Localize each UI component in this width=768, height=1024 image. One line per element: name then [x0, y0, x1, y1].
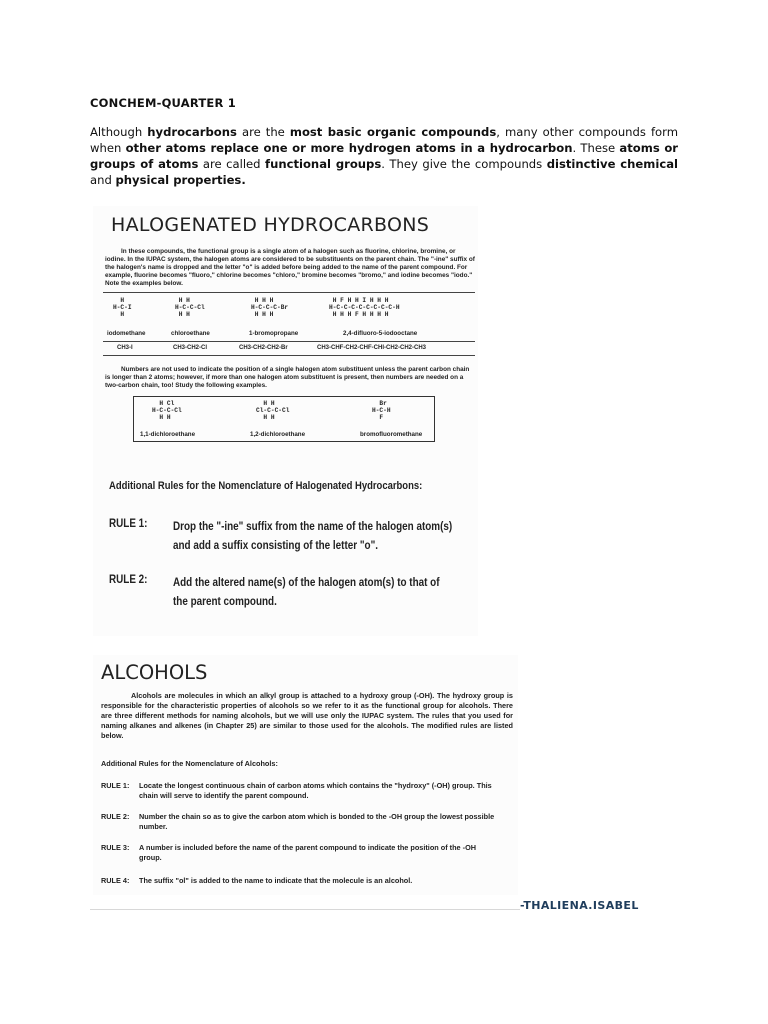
rule-label: RULE 2: — [101, 812, 130, 821]
example-structure: H H Cl-C-C-Cl H H — [256, 400, 290, 421]
rule-text: Add the altered name(s) of the halogen atom(s) to that of the parent compound. — [173, 577, 440, 608]
molecule-formula: CH3-I — [117, 345, 133, 351]
halogen-rules-heading: Additional Rules for the Nomenclature of Halogenated Hydrocarbons: — [109, 480, 423, 492]
table-divider — [103, 341, 475, 342]
intro-text-run: Although — [90, 125, 148, 139]
molecule-structure: H H H-C-C-Cl H H — [175, 297, 205, 318]
example-structure: Br H-C-H F — [372, 400, 391, 421]
alcohols-figure — [93, 655, 518, 895]
molecule-structure: H H-C-I H — [113, 297, 132, 318]
rule-text: The suffix "ol" is added to the name to indicate that the molecule is an alcohol. — [139, 876, 413, 885]
intro-bold-run: most basic organic compounds — [289, 125, 497, 139]
intro-text-run: , many other compounds form when — [90, 125, 678, 155]
numbering-note: Numbers are not used to indicate the position of a single halogen atom substituent unless the parent carbon chain is longer than 2 atoms; however, if more than one halogen atom substituent is present, then numbers are needed on a two-carbon chain, too! Study the following examples. — [105, 366, 470, 389]
alcohols-rules-heading: Additional Rules for the Nomenclature of Alcohols: — [101, 759, 278, 768]
intro-text-run: . They give the compounds — [381, 157, 547, 171]
rule-label: RULE 3: — [101, 843, 130, 852]
intro-text-run: are the — [236, 125, 290, 139]
page-title: CONCHEM-QUARTER 1 — [90, 96, 236, 110]
molecule-formula: CH3-CH2-CH2-Br — [239, 345, 288, 351]
intro-paragraph — [90, 124, 678, 188]
halogenated-hydrocarbons-figure — [93, 206, 478, 636]
rule-text: Number the chain so as to give the carbon atom which is bonded to the -OH group the lowest possible number. — [139, 812, 495, 831]
rule-label: RULE 1: — [109, 518, 148, 530]
intro-bold-run: functional groups — [265, 157, 382, 171]
author-signature: -THALIENA.ISABEL — [520, 899, 639, 912]
example-name: bromofluoromethane — [360, 431, 423, 438]
example-structure: H Cl H-C-C-Cl H H — [152, 400, 182, 421]
examples-box — [133, 396, 435, 442]
halogen-description: In these compounds, the functional group is a single atom of a halogen such as fluorine, chlorine, bromine, or iodine. In the IUPAC system, the halogen atoms are considered to be substituents on the parent chain. The "-ine" suffix of the halogen's name is dropped and the letter "o" is added before being added to the name of the parent compound. For example, fluorine becomes "fluoro," chlorine becomes "chloro," bromine becomes "bromo," and iodine becomes "iodo." Note the examples below. — [105, 248, 475, 287]
molecule-structure: H H H H-C-C-C-Br H H H — [251, 297, 289, 318]
rule-text: A number is included before the name of the parent compound to indicate the position of the -OH group. — [139, 843, 477, 862]
intro-text-run: . These — [572, 141, 620, 155]
intro-text-run: and — [90, 173, 116, 187]
structure-table — [103, 292, 475, 356]
intro-bold-run: other atoms replace one or more hydrogen atoms in a hydrocarbon — [125, 141, 573, 155]
molecule-name: 2,4-difluoro-5-iodooctane — [343, 330, 418, 337]
rule-label: RULE 4: — [101, 876, 130, 885]
example-name: 1,2-dichloroethane — [250, 431, 306, 438]
molecule-formula: CH3-CH2-Cl — [173, 345, 208, 351]
molecule-name: iodomethane — [107, 330, 146, 337]
alcohols-section-title: ALCOHOLS — [101, 661, 208, 684]
footer-divider — [90, 909, 520, 910]
rule-label: RULE 1: — [101, 781, 130, 790]
rule-label: RULE 2: — [109, 574, 148, 586]
intro-bold-run: distinctive chemical — [546, 157, 678, 171]
alcohols-description: Alcohols are molecules in which an alkyl group is attached to a hydroxy group (-OH). The hydroxy group is responsible for the characteristic properties of alcohols so we refer to it as the functional group for alcohols. There are three different methods for naming alcohols, but we will use only the IUPAC system. The rules that you used for naming alkanes and alkenes (in Chapter 25) are similar to those used for the alcohols. The modified rules are listed below. — [101, 691, 513, 740]
intro-text-run: are called — [198, 157, 266, 171]
intro-bold-run: atoms or groups of atoms — [90, 141, 679, 171]
rule-text: Locate the longest continuous chain of carbon atoms which contains the "hydroxy" (-OH) group. This chain will serve to identify the parent compound. — [139, 781, 492, 800]
rule-text: Drop the "-ine" suffix from the name of the halogen atom(s) and add a suffix consisting of the letter "o". — [173, 521, 453, 552]
molecule-structure: H F H H I H H H H-C-C-C-C-C-C-C-C-H H H H F H H H H — [329, 297, 400, 318]
molecule-formula: CH3-CHF-CH2-CHF-CHI-CH2-CH2-CH3 — [317, 345, 426, 351]
halogen-section-title: HALOGENATED HYDROCARBONS — [111, 214, 430, 236]
intro-bold-run: physical properties. — [115, 173, 246, 187]
example-name: 1,1-dichloroethane — [140, 431, 196, 438]
molecule-name: 1-bromopropane — [249, 330, 299, 337]
molecule-name: chloroethane — [171, 330, 210, 337]
intro-bold-run: hydrocarbons — [147, 125, 237, 139]
